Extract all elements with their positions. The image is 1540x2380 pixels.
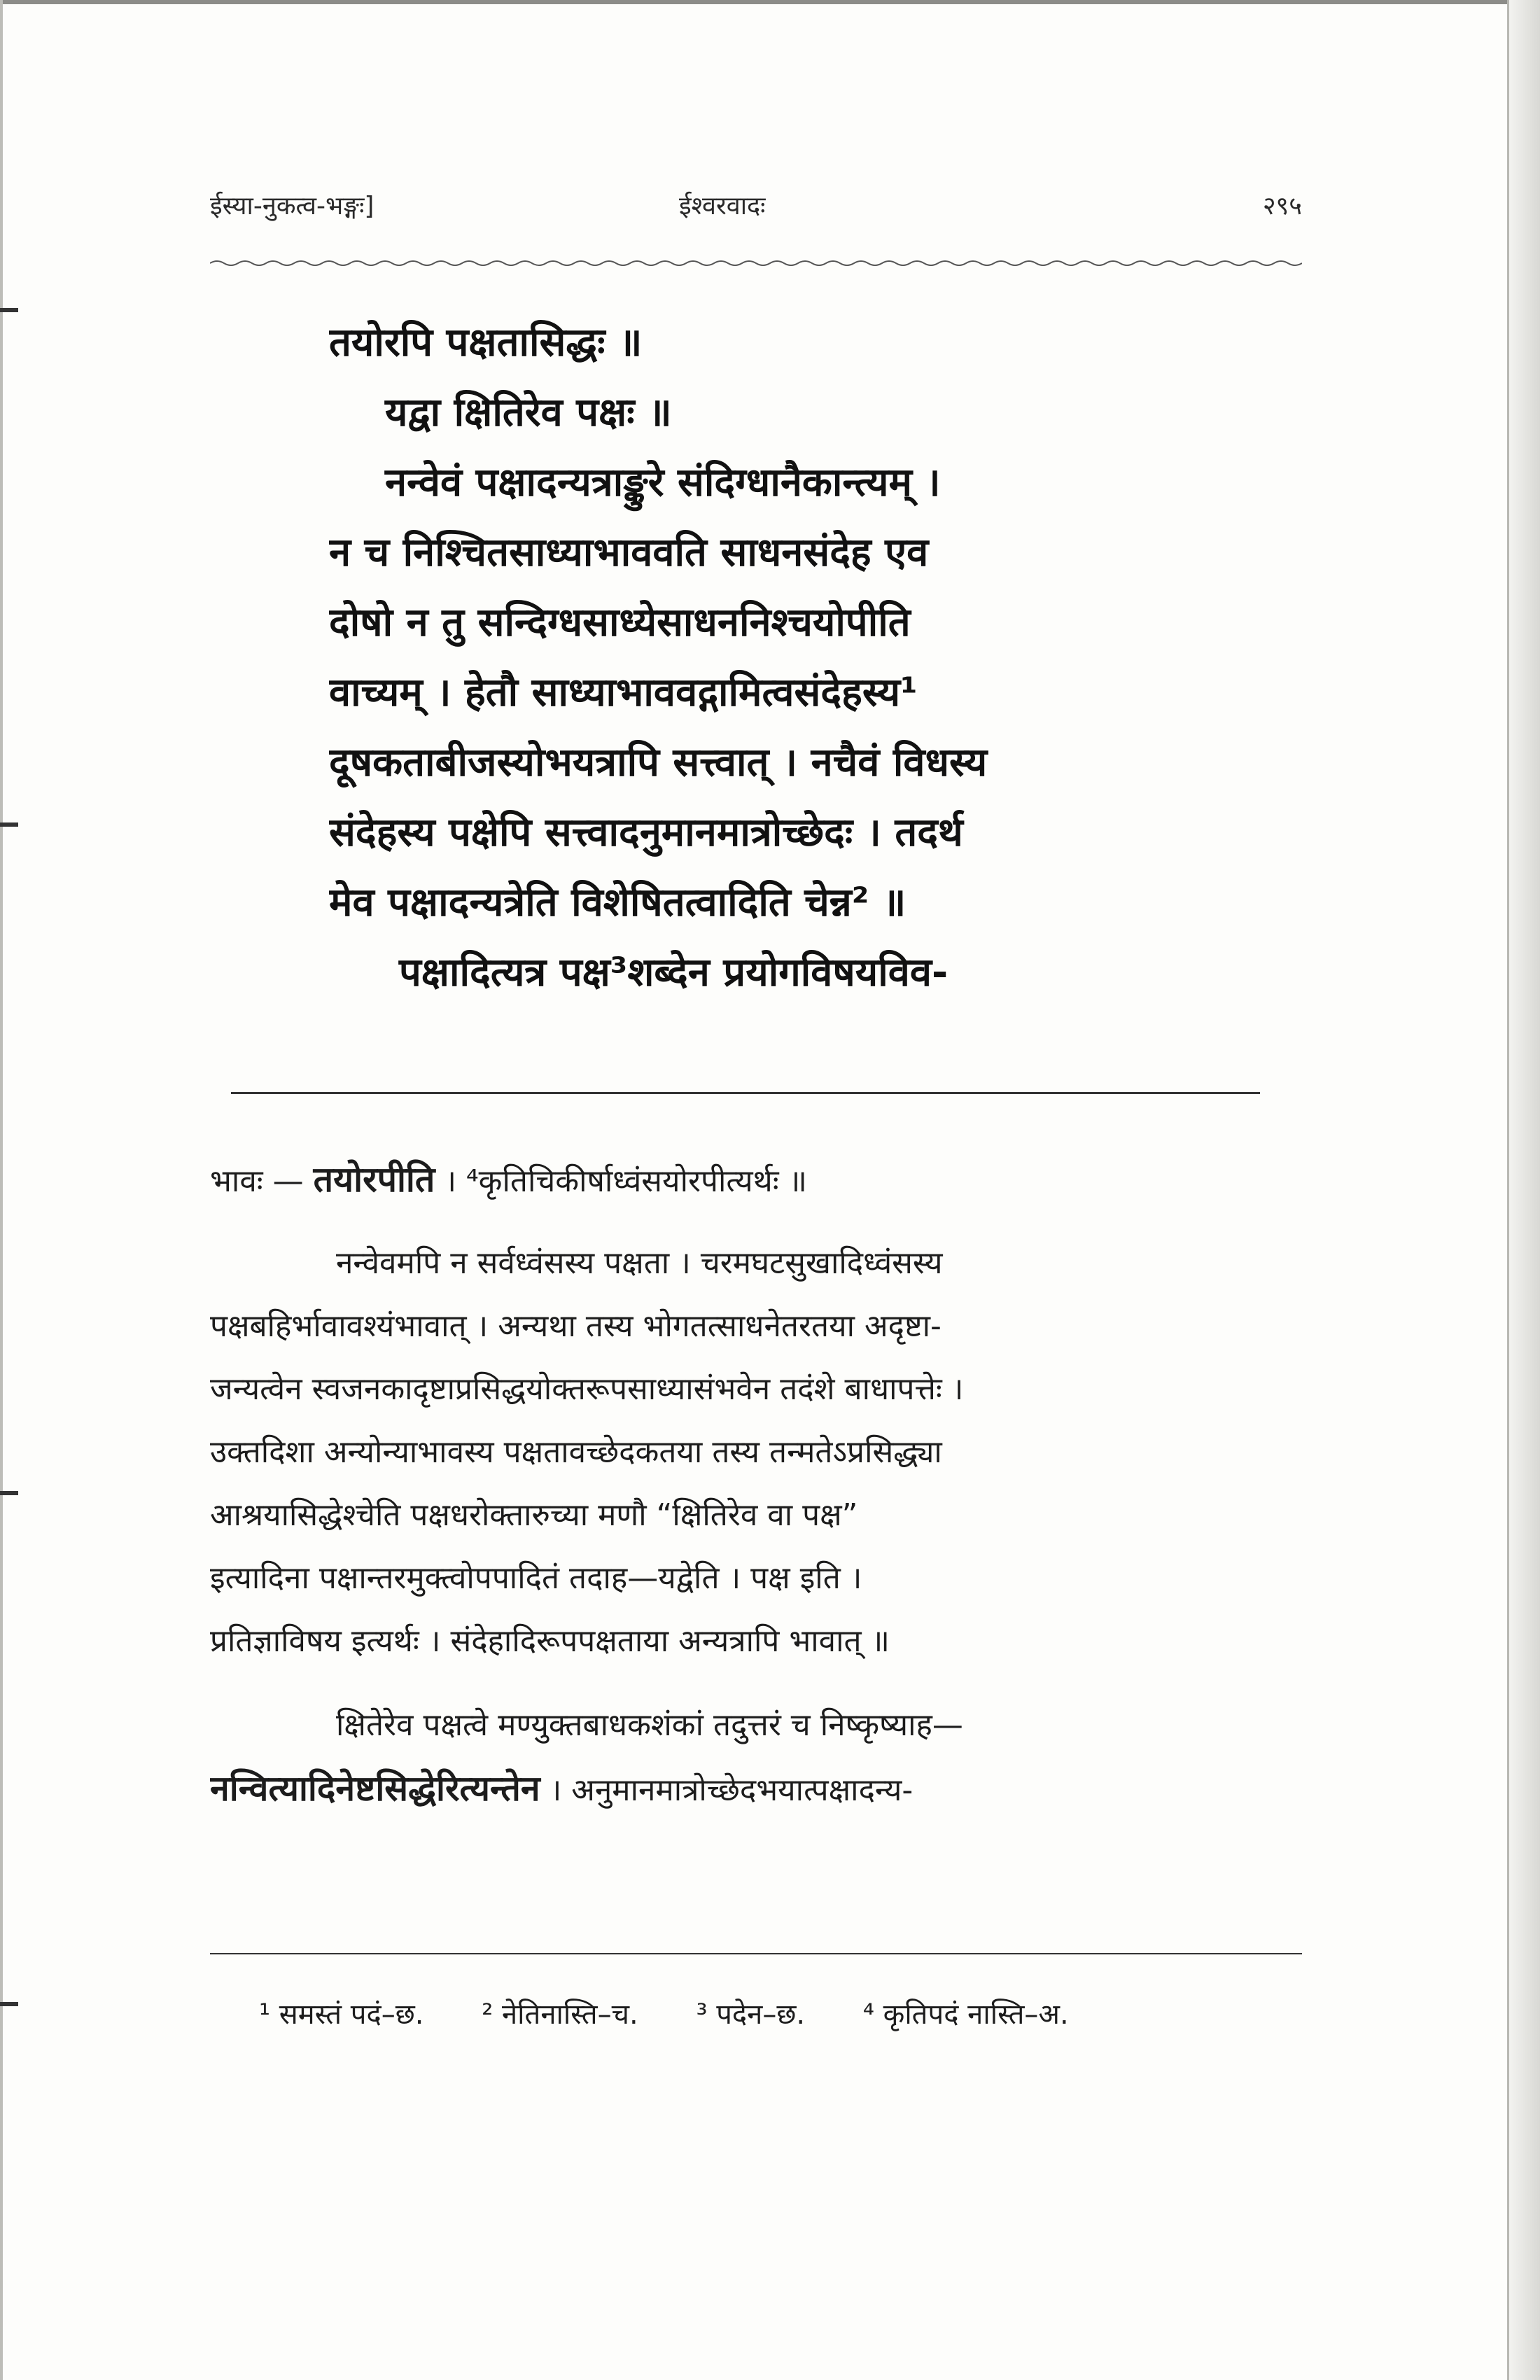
binding-mark — [0, 308, 18, 312]
commentary-line: प्रतिज्ञाविषय इत्यर्थः । संदेहादिरूपपक्षताया अन्यत्रापि भावात् ॥ — [210, 1623, 890, 1659]
commentary-line: इत्यादिना पक्षान्तरमुक्त्वोपपादितं तदाह—यद्वेति । पक्ष इति । — [210, 1560, 862, 1596]
binding-mark — [0, 2002, 18, 2006]
verse-line: वाच्यम् । हेतौ साध्याभाववद्गामित्वसंदेहस्य¹ — [329, 670, 918, 715]
verse-line: न च निश्चितसाध्याभाववति साधनसंदेह एव — [329, 530, 929, 575]
commentary-text — [210, 1148, 1302, 1820]
binding-mark — [0, 1491, 18, 1495]
commentary-lemma: नन्वित्यादिनेष्टसिद्धेरित्यन्तेन — [210, 1768, 540, 1809]
header-chapter-title: ईश्वरवादः — [679, 192, 766, 220]
commentary-lemma: तयोरपीति — [313, 1159, 435, 1200]
verse-line: मेव पक्षादन्यत्रेति विशेषितत्वादिति चेन्न² ॥ — [329, 880, 906, 925]
running-header — [210, 188, 1302, 230]
paragraph-gap — [210, 1211, 1302, 1232]
footnote-3: ³ पदेन–छ. — [696, 1998, 806, 2031]
binding-mark — [0, 822, 18, 827]
header-wavy-rule — [210, 259, 1302, 267]
mula-verse-text — [329, 308, 1197, 1008]
footnote-1: ¹ समस्तं पदं–छ. — [259, 1998, 424, 2031]
commentary-label: भावः — — [210, 1163, 304, 1199]
commentary-line: नन्वेवमपि न सर्वध्वंसस्य पक्षता । चरमघटसुखादिध्वंसस्य — [336, 1245, 943, 1281]
commentary-gloss: । ⁴कृतिचिकीर्षाध्वंसयोरपीत्यर्थः ॥ — [444, 1163, 807, 1199]
commentary-line: उक्तदिशा अन्योन्याभावस्य पक्षतावच्छेदकतया तस्य तन्मतेऽप्रसिद्ध्या — [210, 1434, 942, 1470]
footnote-4: ⁴ कृतिपदं नास्ति–अ. — [862, 1998, 1069, 2031]
page-right-edge — [1507, 0, 1540, 2380]
verse-line: दोषो न तु सन्दिग्धसाध्येसाधननिश्चयोपीति — [329, 600, 911, 645]
verse-line: पक्षादित्यत्र पक्ष³शब्देन प्रयोगविषयविव- — [399, 950, 948, 995]
verse-line: दूषकताबीजस्योभयत्रापि सत्त्वात् । नचैवं विधस्य — [329, 740, 988, 785]
paragraph-gap — [210, 1673, 1302, 1694]
verse-line: यद्वा क्षितिरेव पक्षः ॥ — [385, 390, 672, 435]
section-divider — [231, 1092, 1260, 1094]
commentary-gloss: । अनुमानमात्रोच्छेदभयात्पक्षादन्य- — [550, 1772, 913, 1808]
page-number: २९५ — [1262, 192, 1302, 220]
commentary-line: पक्षबहिर्भावावश्यंभावात् । अन्यथा तस्य भोगतत्साधनेतरतया अदृष्टा- — [210, 1308, 941, 1344]
page-left-edge — [0, 0, 3, 2380]
commentary-line: जन्यत्वेन स्वजनकादृष्टाप्रसिद्धयोक्तरूपसाध्यासंभवेन तदंशे बाधापत्तेः । — [210, 1371, 964, 1407]
page-top-edge — [0, 0, 1540, 4]
footnote-divider — [210, 1953, 1302, 1954]
verse-line: संदेहस्य पक्षेपि सत्त्वादनुमानमात्रोच्छेदः । तदर्थ — [329, 810, 963, 855]
header-section-title: ईस्या-नुकत्व-भङ्गः] — [210, 192, 374, 220]
commentary-closing-line — [210, 1757, 1302, 1820]
commentary-line: आश्रयासिद्धेश्चेति पक्षधरोक्तारुच्या मणौ “क्षितिरेव वा पक्ष” — [210, 1497, 858, 1533]
verse-line: तयोरपि पक्षतासिद्धः ॥ — [329, 320, 643, 365]
footnote-2: ² नेतिनास्ति–च. — [482, 1998, 638, 2031]
verse-line: नन्वेवं पक्षादन्यत्राङ्कुरे संदिग्धानैकान्त्यम् । — [385, 460, 941, 505]
commentary-opening-line — [210, 1148, 1302, 1211]
commentary-line: क्षितेरेव पक्षत्वे मण्युक्तबाधकशंकां तदुत्तरं च निष्कृष्याह— — [336, 1707, 963, 1743]
footnotes — [259, 1994, 1309, 2032]
